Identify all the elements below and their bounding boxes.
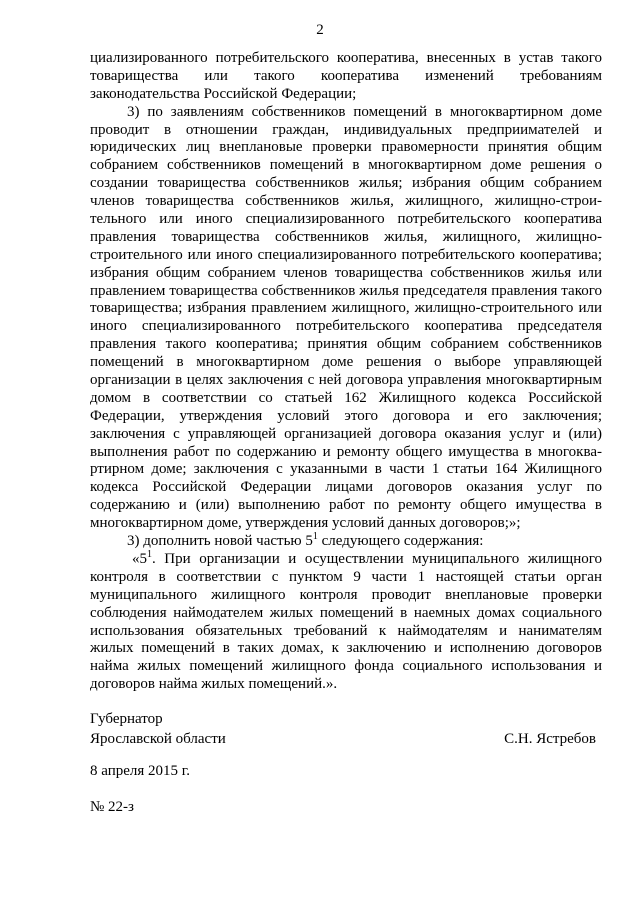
text-line: Федерации, утверждения условий этого договора и его заключения; [90, 407, 602, 424]
text-line: законодательства Российской Федерации; [90, 85, 357, 102]
quote-text-b: . При организации и осуществлении муниципального жилищного [152, 550, 602, 567]
quote-line: контроля в соответствии с пунктом 9 части 1 настоящей статьи орган [90, 568, 602, 585]
document-date: 8 апреля 2015 г. [90, 763, 190, 779]
quote-text-a: «5 [132, 550, 147, 567]
quote-line: договоров найма жилых помещений.». [90, 676, 338, 693]
quote-line: найма жилых помещений жилищного фонда социального использования и [90, 658, 602, 675]
text-line: правлением товарищества собственников жилья председателя правления такого [90, 282, 602, 299]
text-line: товарищества; избрания правлением жилищного, жилищно-строительного или [90, 300, 602, 317]
item-3-text-b: следующего содержания: [317, 533, 484, 550]
quote-line: соблюдения наймодателем жилых помещений в наемных домах социального [90, 604, 602, 621]
text-line: юридических лиц внеплановые проверки правомерности принятия общим [90, 139, 602, 156]
text-line: создании товарищества собственников жилья; избрания общим собранием [90, 175, 602, 192]
signatory-title: Губернатор [90, 711, 163, 727]
document-body [90, 50, 602, 694]
text-line: правления товарищества собственников жилья, жилищного, жилищно- [90, 228, 602, 245]
text-line: избрания общим собранием членов товарищества собственников жилья или [90, 264, 602, 281]
page-number: 2 [316, 22, 324, 38]
quote-first-line [90, 548, 602, 569]
text-line: циализированного потребительского кооператива, внесенных в устав такого [90, 50, 602, 66]
text-line: многоквартирном доме, утверждения условий данных договоров;»; [90, 515, 521, 532]
text-line: тельного или иного специализированного потребительского кооператива [90, 211, 602, 228]
text-line: правления такого кооператива; принятия общим собранием собственников [90, 336, 602, 353]
quote-line: использования обязательных требований к наймодателям и нанимателям [90, 622, 602, 639]
text-line: помещений в многоквартирном доме решения о выборе управляющей [90, 354, 602, 371]
text-line: собранием собственников помещений в многоквартирном доме решения о [90, 157, 602, 174]
text-line: выполнения работ по содержанию и ремонту общего имущества в многоква- [90, 443, 602, 460]
text-line: кодекса Российской Федерации лицами договоров оказания услуг по [90, 479, 602, 496]
item-3-line [90, 533, 602, 551]
text-line: ртирном доме; заключения с указанными в части 1 статьи 164 Жилищного [90, 461, 602, 478]
text-line: заключения с управляющей организацией договора оказания услуг и (или) [90, 425, 602, 442]
quote-line: жилых помещений в таких домах, к заключению и исполнению договоров [90, 640, 602, 657]
item-3-text-a: 3) дополнить новой частью 5 [127, 533, 313, 550]
signature-row-1 [90, 709, 602, 729]
quote-line: муниципального жилищного контроля проводит внеплановые проверки [90, 586, 602, 603]
quote-superscript: 1 [147, 548, 152, 560]
text-line: товарищества или такого кооператива изменений требованиям [90, 67, 602, 84]
signature-row-2 [90, 729, 602, 749]
text-line: проводит в отношении граждан, индивидуальных предприимателей и [90, 121, 602, 138]
signature-block [90, 709, 602, 749]
text-line: содержанию и (или) выполнению работ по ремонту общего имущества в [90, 497, 602, 514]
text-line: домом в соответствии со статьей 162 Жилищного кодекса Российской [90, 389, 602, 406]
item-3-superscript: 1 [312, 531, 318, 543]
document-number: № 22-з [90, 799, 134, 815]
text-line: организации в целях заключения с ней договора управления многоквартирным [90, 372, 602, 389]
text-line: иного специализированного потребительского кооператива председателя [90, 318, 602, 335]
signatory-name: С.Н. Ястребов [504, 731, 596, 747]
text-line: членов товарищества собственников жилья, жилищного, жилищно-строи- [90, 193, 602, 210]
text-line: строительного или иного специализированного потребительского кооператива; [90, 246, 602, 263]
signatory-region: Ярославской области [90, 731, 226, 747]
text-line: 3) по заявлениям собственников помещений в многоквартирном доме [127, 103, 602, 120]
